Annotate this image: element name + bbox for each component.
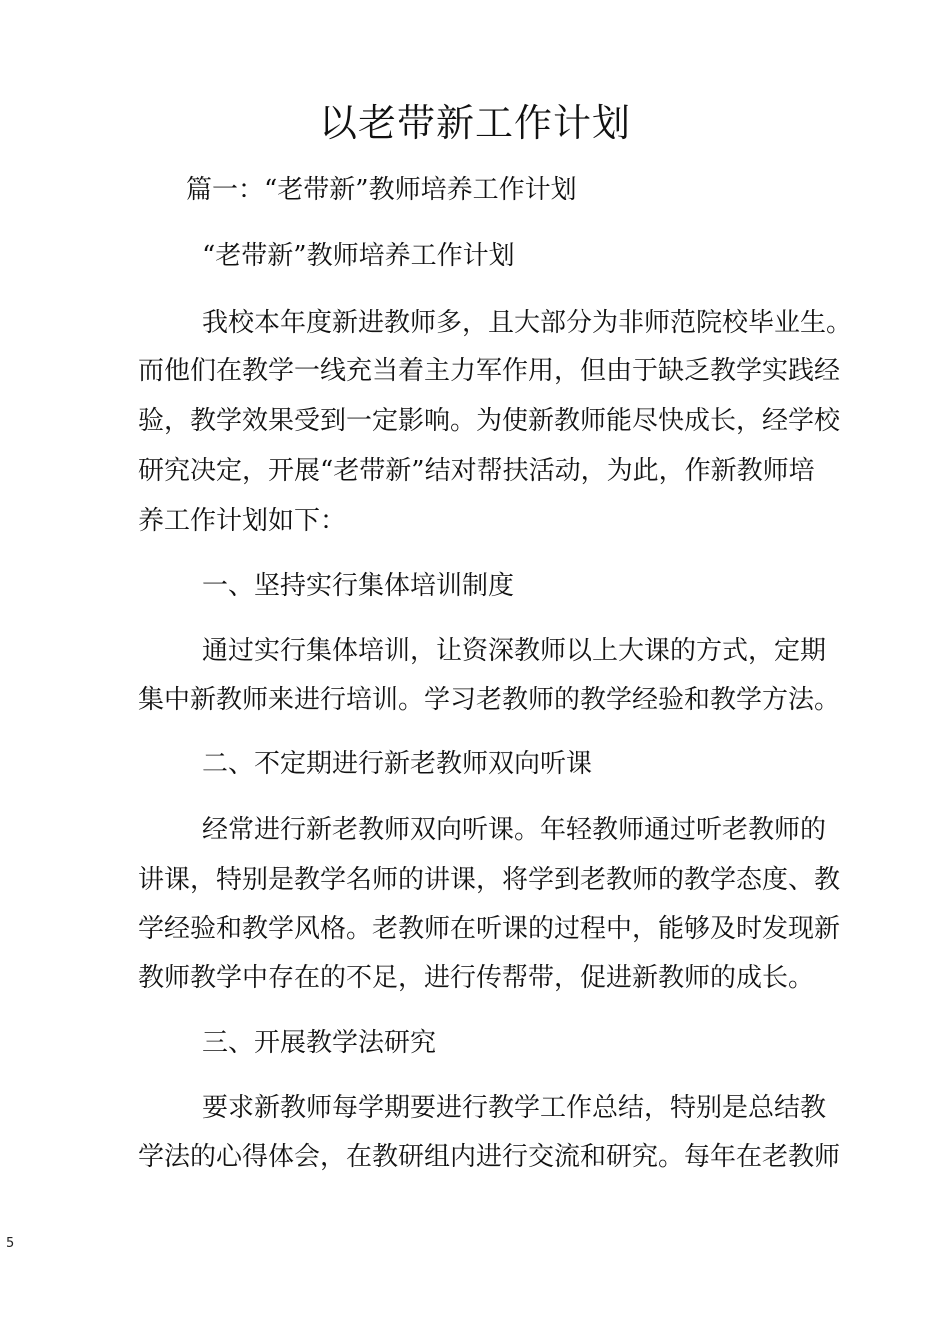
paragraph-line: 集中新教师来进行培训。学习老教师的教学经验和教学方法。 (138, 685, 841, 715)
heading-two: 二、不定期进行新老教师双向听课 (202, 749, 593, 779)
section-heading: 篇一：“老带新”教师培养工作计划 (186, 175, 577, 205)
paragraph-line: 研究决定，开展“老带新”结对帮扶活动，为此，作新教师培 (138, 456, 815, 486)
paragraph-line: 学法的心得体会，在教研组内进行交流和研究。每年在老教师 (138, 1142, 841, 1172)
paragraph-line: 而他们在教学一线充当着主力军作用，但由于缺乏教学实践经 (138, 356, 841, 386)
heading-three: 三、开展教学法研究 (202, 1028, 437, 1058)
paragraph-line: 学经验和教学风格。老教师在听课的过程中，能够及时发现新 (138, 914, 841, 944)
paragraph-line: 养工作计划如下： (138, 506, 347, 536)
paragraph-line: 我校本年度新进教师多，且大部分为非师范院校毕业生。 (202, 308, 853, 338)
paragraph-line: 验，教学效果受到一定影响。为使新教师能尽快成长，经学校 (138, 406, 841, 436)
paragraph-line: 要求新教师每学期要进行教学工作总结，特别是总结教 (202, 1093, 827, 1123)
document-title: 以老带新工作计划 (318, 101, 631, 145)
paragraph-line: 讲课，特别是教学名师的讲课，将学到老教师的教学态度、教 (138, 865, 841, 895)
paragraph-line: 经常进行新老教师双向听课。年轻教师通过听老教师的 (202, 815, 827, 845)
page-number: 5 (6, 1236, 15, 1251)
subtitle: “老带新”教师培养工作计划 (202, 241, 515, 271)
paragraph-line: 通过实行集体培训，让资深教师以上大课的方式，定期 (202, 636, 827, 666)
paragraph-line: 教师教学中存在的不足，进行传帮带，促进新教师的成长。 (138, 963, 815, 993)
heading-one: 一、坚持实行集体培训制度 (202, 571, 515, 601)
